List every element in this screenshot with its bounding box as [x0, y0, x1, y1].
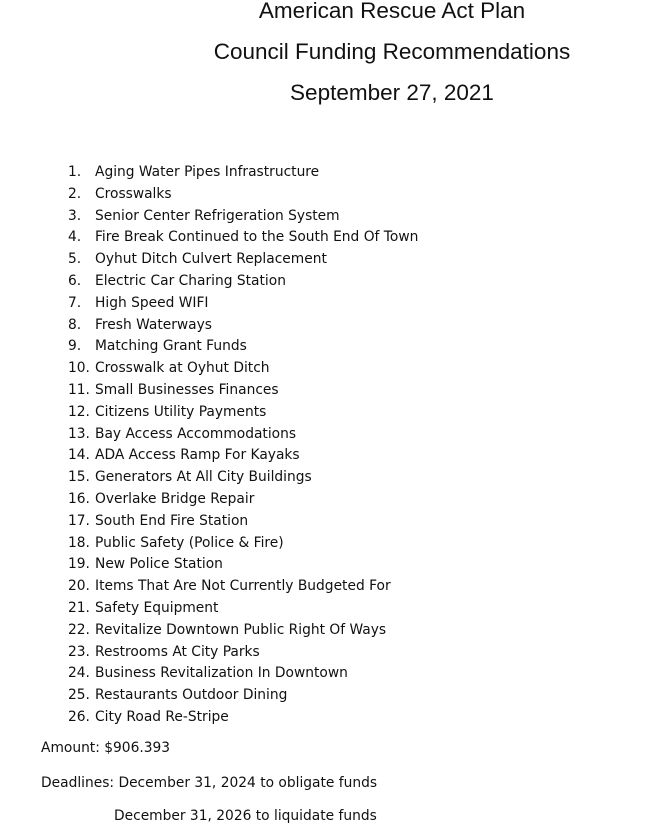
list-item-text: New Police Station [95, 556, 223, 573]
list-item-text: Aging Water Pipes Infrastructure [95, 164, 320, 180]
list-item-number: 7. [68, 294, 82, 311]
list-item-text: Items That Are Not Currently Budgeted For [95, 578, 391, 595]
list-item-number: 3. [68, 207, 82, 224]
list-item-text: Small Businesses Finances [95, 381, 279, 398]
list-item-number: 12. [68, 403, 90, 420]
title-subtitle: Council Funding Recommendations [213, 39, 571, 64]
list-item-text: Bay Access Accommodations [95, 425, 297, 442]
list-item-text: Fresh Waterways [95, 316, 212, 333]
list-item-number: 15. [68, 469, 90, 486]
list-item-number: 24. [68, 665, 90, 682]
list-item-text: ADA Access Ramp For Kayaks [95, 447, 300, 464]
list-item-number: 20. [68, 578, 90, 595]
list-item-number: 21. [68, 599, 90, 616]
list-item-number: 1. [68, 164, 82, 180]
list-item-text: Restaurants Outdoor Dining [95, 687, 288, 704]
deadline-liquidate-text: December 31, 2026 to liquidate funds [114, 808, 377, 824]
list-item-number: 19. [68, 556, 90, 573]
list-item-number: 4. [68, 229, 82, 246]
list-item-text: City Road Re-Stripe [95, 708, 229, 725]
list-item-text: Revitalize Downtown Public Right Of Ways [95, 621, 387, 638]
list-item-number: 8. [68, 316, 82, 333]
list-item-text: Crosswalk at Oyhut Ditch [95, 360, 270, 377]
list-item-text: Restrooms At City Parks [95, 643, 260, 660]
list-item-text: High Speed WIFI [95, 294, 209, 311]
list-item-number: 10. [68, 360, 90, 377]
title-plan-name: American Rescue Act Plan [258, 0, 526, 23]
list-item-text: Safety Equipment [95, 599, 219, 616]
list-item-number: 17. [68, 512, 90, 529]
list-item-number: 22. [68, 621, 90, 638]
list-item-number: 5. [68, 251, 82, 268]
title-date: September 27, 2021 [290, 80, 494, 105]
amount-text: Amount: $906.393 [41, 740, 171, 756]
list-item-number: 18. [68, 534, 90, 551]
list-item-number: 25. [68, 687, 90, 704]
list-item-text: Crosswalks [95, 185, 172, 202]
list-item-text: Senior Center Refrigeration System [95, 207, 340, 224]
list-item-text: Matching Grant Funds [95, 338, 247, 355]
deadline-obligate-text: Deadlines: December 31, 2024 to obligate funds [41, 775, 378, 791]
list-item-number: 2. [68, 185, 82, 202]
list-item-number: 23. [68, 643, 90, 660]
list-item-number: 13. [68, 425, 90, 442]
document-title [0, 0, 670, 113]
list-item-text: South End Fire Station [95, 512, 249, 529]
list-item-text: Business Revitalization In Downtown [95, 665, 348, 682]
list-item-number: 6. [68, 272, 82, 289]
list-item-number: 26. [68, 708, 90, 725]
list-item-number: 14. [68, 447, 90, 464]
list-item-number: 16. [68, 490, 90, 507]
list-item-text: Fire Break Continued to the South End Of Town [95, 229, 419, 246]
list-item-text: Electric Car Charing Station [95, 272, 286, 289]
list-item-number: 11. [68, 381, 90, 398]
list-item-text: Public Safety (Police & Fire) [95, 534, 284, 551]
list-item-number: 9. [68, 338, 82, 355]
list-item-text: Overlake Bridge Repair [95, 490, 255, 507]
list-item-text: Generators At All City Buildings [95, 469, 312, 486]
list-item-text: Citizens Utility Payments [95, 403, 267, 420]
list-item-text: Oyhut Ditch Culvert Replacement [95, 251, 327, 268]
